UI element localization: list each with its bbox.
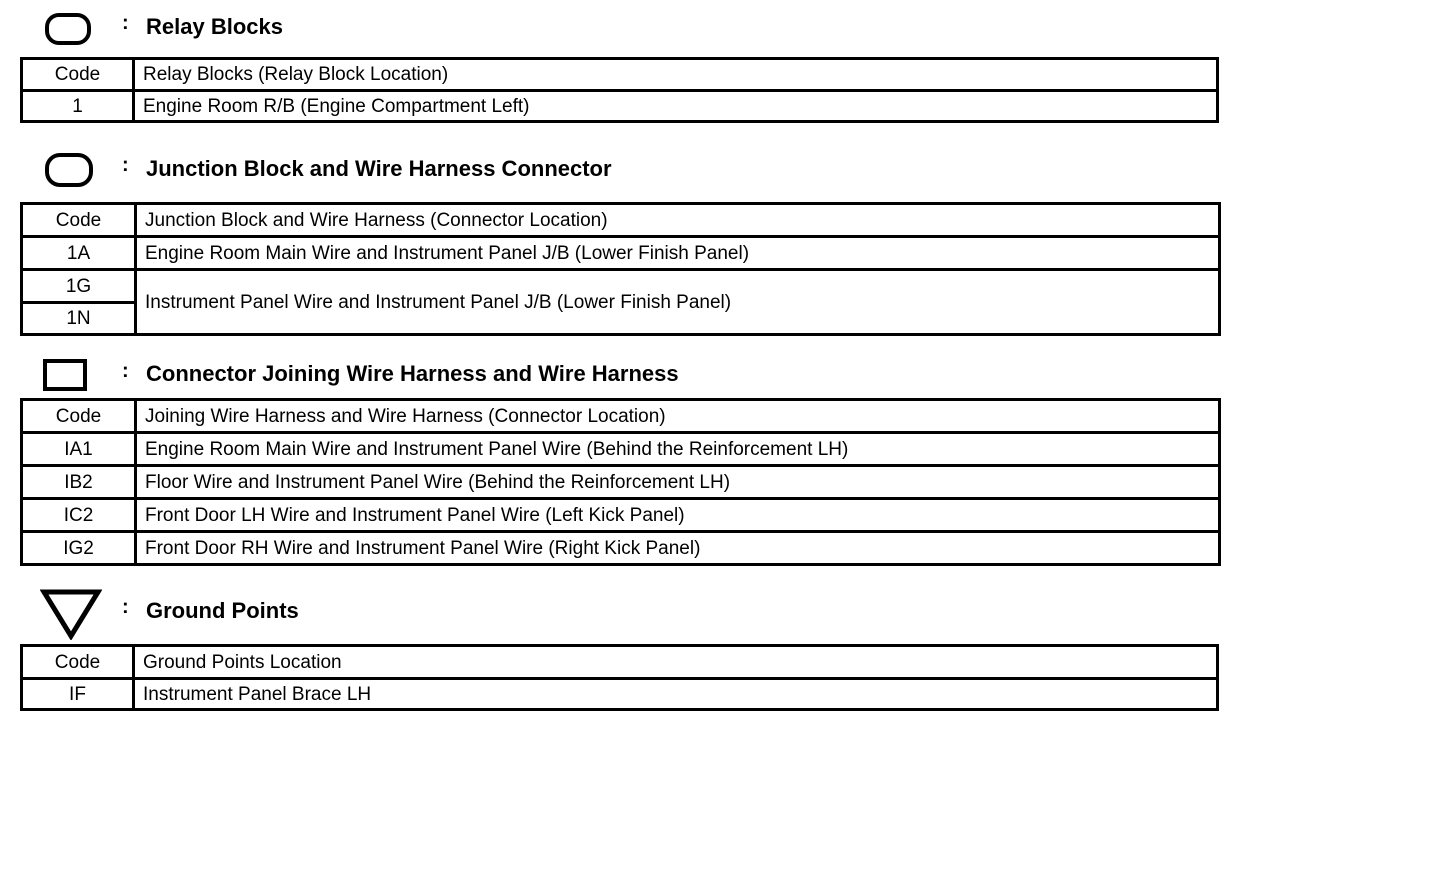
description-cell: Floor Wire and Instrument Panel Wire (Behind the Reinforcement LH) [136,466,1220,499]
table-row [22,270,1220,303]
column-header-description: Joining Wire Harness and Wire Harness (Connector Location) [136,400,1220,433]
section-header-ground-points [0,586,1300,630]
section-header-relay-blocks [0,6,1300,50]
description-cell: Instrument Panel Brace LH [134,679,1218,710]
colon-separator: : [122,596,129,618]
code-cell: IA1 [22,433,136,466]
table-row [22,532,1220,565]
description-cell: Instrument Panel Wire and Instrument Panel J/B (Lower Finish Panel) [136,270,1220,335]
rectangle-icon [42,358,88,392]
description-cell: Engine Room Main Wire and Instrument Panel Wire (Behind the Reinforcement LH) [136,433,1220,466]
table-row [22,679,1218,710]
code-cell: 1 [22,91,134,122]
description-cell: Front Door RH Wire and Instrument Panel Wire (Right Kick Panel) [136,532,1220,565]
column-header-code: Code [22,204,136,237]
column-header-code: Code [22,59,134,91]
table-row [22,499,1220,532]
colon-separator: : [122,12,129,34]
table-row [22,433,1220,466]
section-title: Junction Block and Wire Harness Connector [146,156,612,181]
rounded-rectangle-icon [44,12,92,46]
section-header-junction-block [0,148,1300,192]
table-row [22,91,1218,122]
column-header-description: Junction Block and Wire Harness (Connector Location) [136,204,1220,237]
code-cell: 1A [22,237,136,270]
colon-separator: : [122,360,129,382]
section-header-connector-joining [0,352,1300,396]
legend-table-relay-blocks [20,57,1219,123]
legend-table-connector-joining [20,398,1221,566]
description-cell: Engine Room Main Wire and Instrument Panel J/B (Lower Finish Panel) [136,237,1220,270]
section-title: Connector Joining Wire Harness and Wire Harness [146,361,679,386]
table-header-row [22,59,1218,91]
legend-table-ground-points [20,644,1219,711]
code-cell: IC2 [22,499,136,532]
code-cell: IG2 [22,532,136,565]
code-cell: IB2 [22,466,136,499]
column-header-description: Relay Blocks (Relay Block Location) [134,59,1218,91]
legend-table-junction-block [20,202,1221,336]
table-row [22,466,1220,499]
table-header-row [22,646,1218,679]
description-cell: Engine Room R/B (Engine Compartment Left) [134,91,1218,122]
colon-separator: : [122,154,129,176]
rounded-rectangle-icon [44,152,94,188]
code-cell: 1N [22,303,136,335]
column-header-code: Code [22,646,134,679]
section-title: Relay Blocks [146,14,283,39]
column-header-description: Ground Points Location [134,646,1218,679]
code-cell: 1G [22,270,136,303]
description-cell: Front Door LH Wire and Instrument Panel Wire (Left Kick Panel) [136,499,1220,532]
code-cell: IF [22,679,134,710]
column-header-code: Code [22,400,136,433]
section-title: Ground Points [146,598,299,623]
table-header-row [22,204,1220,237]
table-row [22,237,1220,270]
table-header-row [22,400,1220,433]
inverted-triangle-icon [40,588,102,640]
